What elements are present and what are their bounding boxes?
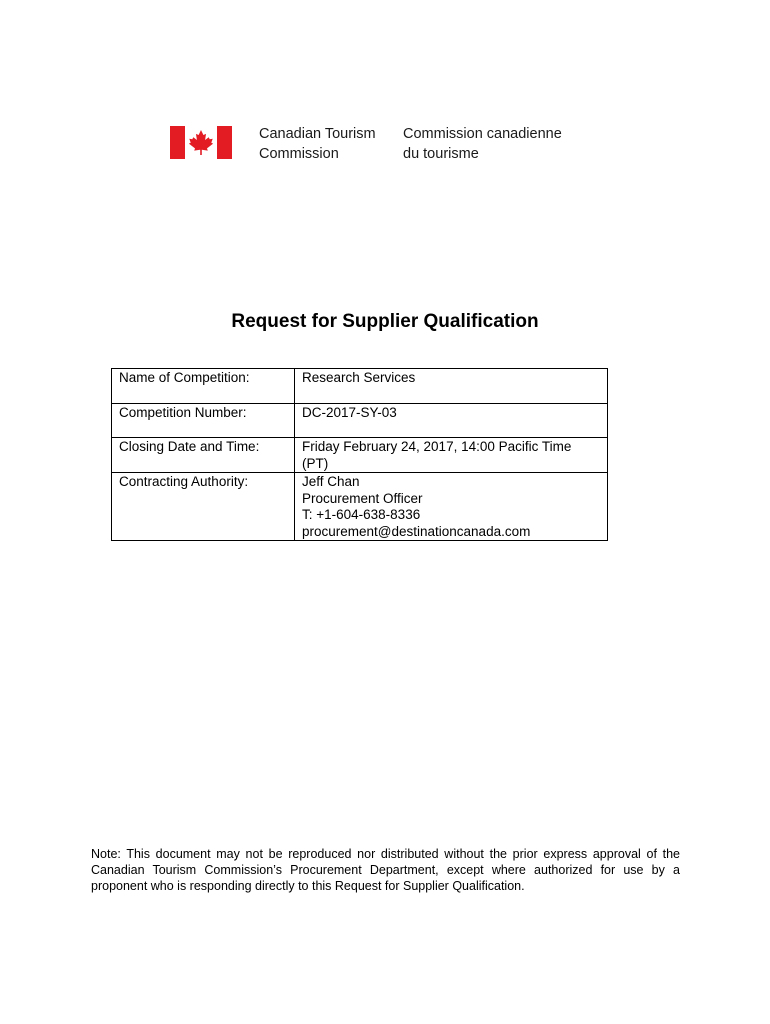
closing-date-line-1: Friday February 24, 2017, 14:00 Pacific Time	[302, 439, 572, 454]
canada-flag-icon	[170, 126, 232, 159]
closing-date-value	[295, 438, 608, 473]
contact-email: procurement@destinationcanada.com	[302, 523, 531, 539]
competition-number-label: Competition Number:	[112, 404, 295, 438]
table-row	[112, 438, 608, 473]
competition-name-value	[295, 369, 608, 404]
table-row	[112, 369, 608, 404]
reproduction-note: Note: This document may not be reproduced nor distributed without the prior express approval of the Canadian Tourism Commission’s Procurement Department, except where authorized for use by a proponent who is responding directly to this Request for Supplier Qualification.	[91, 847, 680, 893]
closing-date-label: Closing Date and Time:	[112, 438, 295, 473]
closing-date-line-2: (PT)	[302, 455, 329, 471]
competition-name-label: Name of Competition:	[112, 369, 295, 404]
contracting-authority-value	[295, 473, 608, 541]
contracting-authority-label: Contracting Authority:	[112, 473, 295, 541]
document-title: Request for Supplier Qualification	[231, 311, 539, 332]
competition-number-value	[295, 404, 608, 438]
organization-name-english: Canadian Tourism Commission	[259, 126, 376, 162]
competition-info-table	[111, 368, 608, 541]
organization-name-french: Commission canadienne du tourisme	[403, 126, 562, 162]
contact-phone: T: +1-604-638-8336	[302, 507, 421, 522]
contact-name: Jeff Chan	[302, 474, 360, 489]
table-row	[112, 404, 608, 438]
table-row	[112, 473, 608, 541]
contact-title: Procurement Officer	[302, 490, 423, 506]
competition-number-text: DC-2017-SY-03	[302, 405, 397, 420]
competition-name-text: Research Services	[302, 370, 416, 385]
